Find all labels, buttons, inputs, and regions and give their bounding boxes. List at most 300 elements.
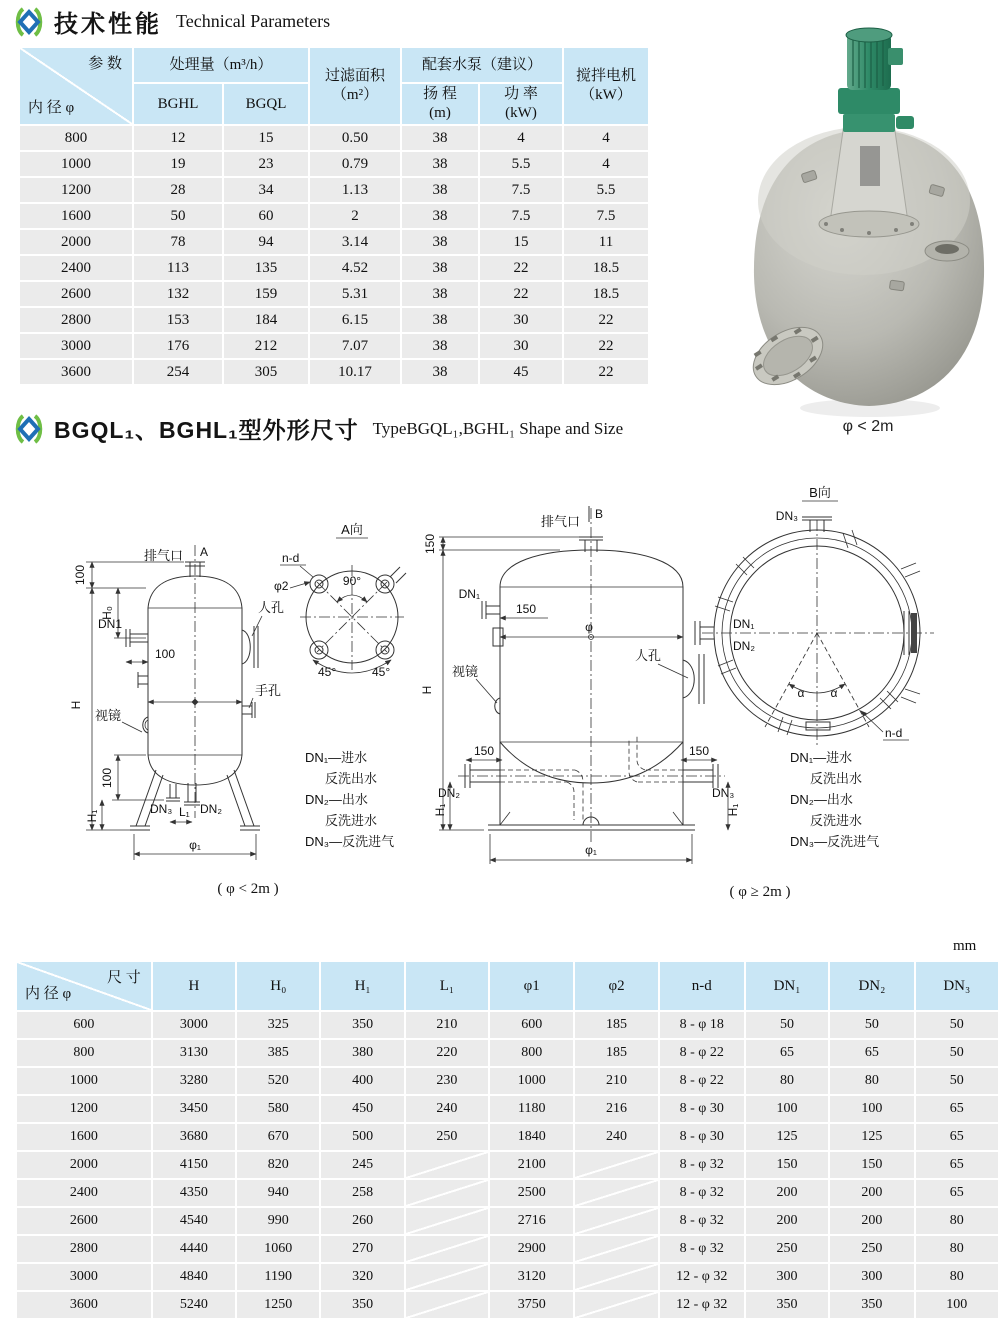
table-cell: 28 [134,178,222,202]
caption-right: ( φ ≥ 2m ) [729,884,791,900]
table-cell: 3000 [153,1012,235,1038]
dim-h1-mid-left: H₁ [433,803,447,817]
table-cell: 2100 [490,1152,573,1178]
table-cell [575,1292,657,1318]
view-b-title: B向 [809,485,831,500]
table-cell: 8 - φ 32 [660,1180,744,1206]
table-row [20,178,648,202]
coupling [843,114,895,132]
dim-h0: H₀ [100,606,114,620]
table-cell: 212 [224,334,308,358]
header-h0: H₀ [237,962,319,1010]
table-cell: 1000 [20,152,132,176]
table-cell: 1000 [17,1068,151,1094]
motor-cap [846,28,892,42]
header-mixer [564,48,648,124]
section2-title-en: TypeBGQL₁,BGHL₁ Shape and Size [372,418,624,438]
table-cell: 185 [575,1012,657,1038]
table-cell: 50 [916,1068,998,1094]
table-cell: 200 [746,1208,828,1234]
table-cell: 990 [237,1208,319,1234]
legend-dn3: DN₃—反洗进气 [790,834,880,849]
table-cell: 15 [480,230,562,254]
table-cell: 18.5 [564,282,648,306]
table-cell: 240 [575,1124,657,1150]
table-cell: 2900 [490,1236,573,1262]
section2-title-zh: BGQL₁、BGHL₁型外形尺寸 [54,417,359,443]
power-line2: (kW) [505,105,537,121]
table-cell: 6.15 [310,308,400,332]
table-cell: 260 [321,1208,403,1234]
table-cell: 4540 [153,1208,235,1234]
table-cell: 600 [490,1012,573,1038]
motor-junction-box [888,48,903,65]
header-h1: H₁ [321,962,403,1010]
label-dn1-left: DN1 [97,617,122,631]
label-dn1-mid: DN₁ [458,587,480,601]
table-cell: 1200 [17,1096,151,1122]
power-line1: 功 率 [504,86,538,103]
table-cell: 125 [746,1124,828,1150]
label-dn2-left: DN₂ [200,802,222,816]
table-cell: 8 - φ 30 [660,1124,744,1150]
corner-label-top: 尺 寸 [106,970,141,986]
label-dn2-view-b: DN₂ [733,639,755,653]
header-pump: 配套水泵（建议） [402,48,562,82]
legend-dn1b: 反洗出水 [810,771,863,786]
table-cell: 38 [402,178,478,202]
table-cell: 4 [564,126,648,150]
dim-150-br: 150 [688,744,710,758]
label-exhaust-mid: 排气口 [540,514,580,529]
header-phi1: φ1 [490,962,573,1010]
table-row [20,230,648,254]
label-dn2-mid: DN₂ [438,786,460,800]
drawing-left-vessel [69,545,284,860]
table-cell: 3130 [153,1040,235,1066]
table-cell: 3000 [17,1264,151,1290]
table-cell: 38 [402,334,478,358]
table-cell: 80 [746,1068,828,1094]
table-cell: 4350 [153,1180,235,1206]
table-cell: 1600 [20,204,132,228]
label-view-a-mark: A [200,545,209,559]
table-cell: 305 [224,360,308,384]
table-cell: 23 [224,152,308,176]
table-row [17,1264,998,1290]
dim-h-mid: H [420,685,434,695]
parameters-table-header [20,48,648,124]
legend-dn2: DN₂—出水 [790,792,853,807]
dim-100-top-left: 100 [73,564,87,586]
table-cell: 4840 [153,1264,235,1290]
table-cell: 820 [237,1152,319,1178]
table-cell: 800 [20,126,132,150]
label-exhaust-left: 排气口 [143,548,183,563]
table-cell [406,1152,488,1178]
table-cell: 5.5 [480,152,562,176]
table-cell: 3750 [490,1292,573,1318]
table-cell: 4 [564,152,648,176]
drawing-view-a [217,522,406,897]
dim-h1-left: H₁ [85,809,99,823]
label-dn3-mid: DN₃ [712,786,735,800]
label-sight-mid: 视镜 [451,664,478,679]
dim-100-bottom: 100 [100,767,114,789]
filter-line2: （m²） [331,87,379,103]
mixer-line1: 搅拌电机 [575,68,636,85]
table-cell [406,1236,488,1262]
table-cell: 3000 [20,334,132,358]
dim-h-left: H [69,700,83,710]
table-cell: 200 [746,1180,828,1206]
table-cell: 38 [402,256,478,280]
label-l1-left: L₁ [179,805,190,819]
parameters-table [18,46,650,386]
angle-alpha-left: α [797,686,805,700]
table-cell: 8 - φ 22 [660,1068,744,1094]
table-cell: 80 [916,1236,998,1262]
dim-150-bl: 150 [473,744,495,758]
table-cell: 184 [224,308,308,332]
label-nd-view-b: n-d [885,726,903,740]
label-dn3-left: DN₃ [150,802,173,816]
parameters-table-wrap [18,46,650,386]
table-cell: 254 [134,360,222,384]
mixer-line2: （kW） [580,87,632,103]
table-cell: 8 - φ 22 [660,1040,744,1066]
side-nozzle-bore [935,244,959,254]
table-cell: 7.5 [480,204,562,228]
table-cell: 7.5 [480,178,562,202]
table-cell: 65 [916,1124,998,1150]
header-h: H [153,962,235,1010]
dim-phi1-mid: φ₁ [585,843,597,857]
table-cell: 38 [402,204,478,228]
label-sight-left: 视镜 [95,708,122,723]
table-cell: 245 [321,1152,403,1178]
label-manhole-mid: 人孔 [634,648,662,663]
view-a-title: A向 [341,522,363,537]
label-handhole-left: 手孔 [255,683,282,698]
table-cell: 78 [134,230,222,254]
table-cell: 8 - φ 30 [660,1096,744,1122]
table-row [17,1180,998,1206]
table-cell: 65 [830,1040,913,1066]
table-cell: 8 - φ 32 [660,1236,744,1262]
dimensions-table-header [17,962,998,1010]
table-row [20,308,648,332]
filter-line1: 过滤面积 [324,68,385,85]
table-cell [575,1264,657,1290]
section1-title-en: Technical Parameters [176,11,331,31]
header-dn2: DN₂ [830,962,913,1010]
dim-phi1-left: φ₁ [189,838,201,852]
table-cell: 100 [746,1096,828,1122]
table-row [20,360,648,384]
table-cell: 80 [830,1068,913,1094]
header-l1: L₁ [406,962,488,1010]
table-cell: 65 [916,1180,998,1206]
table-cell: 216 [575,1096,657,1122]
table-cell: 159 [224,282,308,306]
table-cell: 3600 [17,1292,151,1318]
dimensions-table-body [17,1012,998,1318]
table-cell: 185 [575,1040,657,1066]
ring-segment-ticks [715,530,920,735]
header-bghl: BGHL [134,84,222,124]
table-cell: 132 [134,282,222,306]
table-cell: 113 [134,256,222,280]
table-cell [575,1208,657,1234]
table-cell: 580 [237,1096,319,1122]
legend-dn1b: 反洗出水 [325,771,378,786]
legend-dn2b: 反洗进水 [325,813,378,828]
table-cell: 2000 [17,1152,151,1178]
table-cell: 1190 [237,1264,319,1290]
table-cell: 3600 [20,360,132,384]
table-cell: 2500 [490,1180,573,1206]
table-cell: 38 [402,282,478,306]
table-cell: 385 [237,1040,319,1066]
table-cell: 100 [916,1292,998,1318]
table-cell: 250 [830,1236,913,1262]
table-cell [406,1264,488,1290]
dim-150-side: 150 [515,602,537,616]
table-cell: 500 [321,1124,403,1150]
dim-150-top: 150 [423,533,437,555]
table-cell: 22 [564,360,648,384]
table-cell: 12 - φ 32 [660,1292,744,1318]
table-cell: 200 [830,1208,913,1234]
table-cell: 1600 [17,1124,151,1150]
legend-dn1: DN₁—进水 [305,750,368,765]
label-dn1-view-b: DN₁ [733,617,755,631]
table-cell: 350 [321,1292,403,1318]
table-cell: 38 [402,152,478,176]
angle-90: 90° [342,574,362,588]
table-cell: 3.14 [310,230,400,254]
table-row [20,282,648,306]
table-cell: 2400 [17,1180,151,1206]
corner-label-bottom: 内 径 φ [28,100,75,117]
table-cell: 5.31 [310,282,400,306]
corner-label-top: 参 数 [88,56,122,72]
corner-cell [20,48,132,124]
header-bgql: BGQL [224,84,308,124]
table-cell: 4440 [153,1236,235,1262]
table-cell: 0.50 [310,126,400,150]
table-cell: 230 [406,1068,488,1094]
head-line2: (m) [429,105,451,121]
dimensions-table [15,960,1000,1320]
table-cell: 22 [480,282,562,306]
table-row [20,126,648,150]
table-row [17,1012,998,1038]
table-cell: 7.5 [564,204,648,228]
table-cell: 220 [406,1040,488,1066]
outline-drawings [0,470,1000,940]
table-row [17,1096,998,1122]
table-cell: 210 [406,1012,488,1038]
table-cell: 325 [237,1012,319,1038]
table-cell: 50 [916,1012,998,1038]
drawing-mid-vessel [420,506,791,900]
table-cell: 2400 [20,256,132,280]
section1-header [14,4,330,39]
table-cell: 5.5 [564,178,648,202]
table-cell: 22 [564,334,648,358]
corner-cell [17,962,151,1010]
table-cell: 18.5 [564,256,648,280]
corner-label-bottom: 内 径 φ [25,986,72,1003]
table-cell: 3280 [153,1068,235,1094]
header-phi2: φ2 [575,962,657,1010]
caption-left: ( φ < 2m ) [217,881,279,897]
table-cell: 1250 [237,1292,319,1318]
head-line1: 扬 程 [423,86,457,103]
table-cell: 38 [402,360,478,384]
table-cell: 3120 [490,1264,573,1290]
table-cell: 38 [402,308,478,332]
table-cell: 38 [402,126,478,150]
header-capacity: 处理量（m³/h） [134,48,308,82]
table-cell: 10.17 [310,360,400,384]
table-cell: 2600 [20,282,132,306]
table-cell: 22 [480,256,562,280]
table-cell: 2716 [490,1208,573,1234]
table-cell: 250 [746,1236,828,1262]
product-photo [742,26,994,418]
table-cell: 15 [224,126,308,150]
label-nd-view-a: n-d [282,551,300,565]
table-cell: 240 [406,1096,488,1122]
parameters-table-body [20,126,648,384]
table-cell: 60 [224,204,308,228]
dim-100-side: 100 [155,647,176,661]
table-row [20,256,648,280]
table-cell: 50 [830,1012,913,1038]
table-cell: 34 [224,178,308,202]
table-cell: 450 [321,1096,403,1122]
label-manhole-left: 人孔 [258,600,285,615]
table-cell: 1200 [20,178,132,202]
table-cell: 1840 [490,1124,573,1150]
table-row [17,1040,998,1066]
table-cell [575,1180,657,1206]
table-cell: 94 [224,230,308,254]
table-cell: 5240 [153,1292,235,1318]
table-cell: 2800 [20,308,132,332]
table-cell: 65 [746,1040,828,1066]
table-cell: 4.52 [310,256,400,280]
header-nd: n-d [660,962,744,1010]
table-cell [406,1292,488,1318]
table-cell: 600 [17,1012,151,1038]
table-row [17,1236,998,1262]
table-cell: 320 [321,1264,403,1290]
header-filter-area [310,48,400,124]
table-cell: 50 [916,1040,998,1066]
table-cell: 153 [134,308,222,332]
table-cell: 1.13 [310,178,400,202]
legend-dn3: DN₃—反洗进气 [305,834,395,849]
label-view-b-mark: B [595,507,604,521]
table-cell: 350 [321,1012,403,1038]
table-row [20,204,648,228]
table-cell: 800 [17,1040,151,1066]
table-cell: 8 - φ 18 [660,1012,744,1038]
table-cell: 12 - φ 32 [660,1264,744,1290]
table-cell: 1000 [490,1068,573,1094]
table-cell: 12 [134,126,222,150]
table-cell: 8 - φ 32 [660,1208,744,1234]
table-cell: 940 [237,1180,319,1206]
table-row [20,152,648,176]
table-cell: 2600 [17,1208,151,1234]
table-cell: 176 [134,334,222,358]
brand-logo-icon [14,6,44,38]
table-cell: 400 [321,1068,403,1094]
table-cell: 38 [402,230,478,254]
table-cell: 2800 [17,1236,151,1262]
dim-h1-mid-right: H₁ [726,803,740,817]
brand-logo-icon [14,413,44,445]
table-cell: 300 [746,1264,828,1290]
table-cell: 4150 [153,1152,235,1178]
table-cell: 65 [916,1096,998,1122]
label-dn3-view-b: DN₃ [775,509,798,523]
table-cell: 30 [480,308,562,332]
angle-alpha-right: α [830,686,838,700]
table-cell: 80 [916,1264,998,1290]
table-cell: 670 [237,1124,319,1150]
table-cell: 135 [224,256,308,280]
legend-dn1: DN₁—进水 [790,750,853,765]
table-cell: 65 [916,1152,998,1178]
header-dn1: DN₁ [746,962,828,1010]
stand-window [860,146,880,186]
unit-label: mm [953,938,977,954]
table-cell: 125 [830,1124,913,1150]
table-row [20,334,648,358]
table-cell: 150 [746,1152,828,1178]
dim-phi-mid: φ [585,620,593,634]
table-cell: 380 [321,1040,403,1066]
table-row [17,1068,998,1094]
table-cell: 3450 [153,1096,235,1122]
table-cell: 11 [564,230,648,254]
table-cell: 1180 [490,1096,573,1122]
table-cell: 150 [830,1152,913,1178]
table-cell: 8 - φ 32 [660,1152,744,1178]
legend-dn2b: 反洗进水 [810,813,863,828]
table-row [17,1292,998,1318]
table-cell: 7.07 [310,334,400,358]
header-dn3: DN₃ [916,962,998,1010]
table-cell [406,1208,488,1234]
table-cell [406,1180,488,1206]
table-cell: 50 [134,204,222,228]
table-cell: 300 [830,1264,913,1290]
legend-dn2: DN₂—出水 [305,792,368,807]
table-cell: 200 [830,1180,913,1206]
table-cell: 19 [134,152,222,176]
angle-45-left: 45° [318,665,337,679]
table-row [17,1208,998,1234]
section1-title-zh: 技术性能 [54,11,162,38]
table-cell: 520 [237,1068,319,1094]
